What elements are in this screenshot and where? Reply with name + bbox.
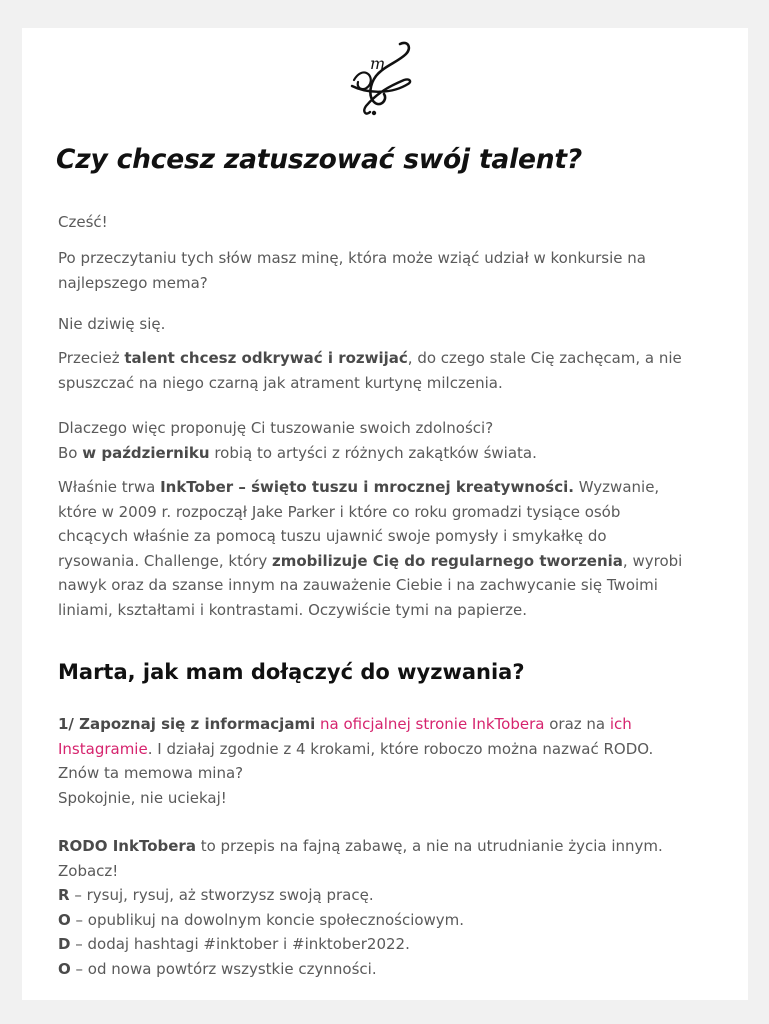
paragraph-talent bbox=[58, 346, 722, 395]
inktober-website-link[interactable]: na oficjalnej stronie InkTobera bbox=[320, 715, 545, 733]
newsletter-card bbox=[22, 28, 748, 1000]
paragraph-no-surprise: Nie dziwię się. bbox=[58, 315, 166, 333]
text: . I działaj zgodnie z 4 krokami, które roboczo można nazwać RODO. bbox=[147, 739, 654, 758]
rodo-item bbox=[58, 883, 722, 908]
rodo-letter: D bbox=[58, 935, 71, 953]
inktober-instagram-link-a[interactable]: ich bbox=[609, 715, 632, 733]
paragraph-line: Spokojnie, nie uciekaj! bbox=[58, 788, 227, 807]
bold-text: InkTober – święto tuszu i mrocznej kreatywności. bbox=[160, 478, 574, 496]
rodo-item bbox=[58, 932, 722, 957]
signature-m-logo-icon bbox=[348, 36, 414, 118]
text: Właśnie trwa bbox=[58, 478, 161, 496]
text: oraz na bbox=[544, 715, 610, 733]
paragraph-line: Dlaczego więc proponuję Ci tuszowanie swoich zdolności? bbox=[58, 419, 494, 437]
text: Bo bbox=[58, 443, 83, 462]
text: – dodaj hashtagi #inktober i #inktober2022. bbox=[70, 935, 410, 953]
text: rysowania. Challenge, który bbox=[58, 551, 272, 570]
paragraph-line: które w 2009 r. rozpoczął Jake Parker i które co roku gromadzi tysiące osób bbox=[58, 502, 621, 521]
svg-text:m: m bbox=[370, 54, 386, 73]
bold-text: talent chcesz odkrywać i rozwijać bbox=[124, 349, 408, 367]
greeting: Cześć! bbox=[58, 213, 108, 231]
bold-text: zmobilizuje Cię do regularnego tworzenia bbox=[271, 551, 623, 570]
rodo-item bbox=[58, 908, 722, 933]
paragraph-inktober bbox=[58, 475, 722, 622]
paragraph-line: najlepszego mema? bbox=[58, 273, 208, 292]
text: – rysuj, rysuj, aż stworzysz swoją pracę. bbox=[69, 886, 374, 904]
rodo-list bbox=[58, 834, 722, 981]
inktober-instagram-link-b[interactable]: Instagramie bbox=[58, 739, 148, 758]
step-one bbox=[58, 712, 722, 810]
text: Wyzwanie, bbox=[573, 478, 660, 496]
text: Przecież bbox=[58, 349, 125, 367]
bold-text: RODO InkTobera bbox=[58, 837, 196, 855]
rodo-letter: R bbox=[58, 886, 70, 904]
rodo-letter: O bbox=[58, 910, 71, 929]
paragraph-line: Po przeczytaniu tych słów masz minę, która może wziąć udział w konkursie na bbox=[58, 249, 646, 267]
section-heading: Marta, jak mam dołączyć do wyzwania? bbox=[58, 660, 525, 684]
paragraph-line: Znów ta memowa mina? bbox=[58, 764, 244, 782]
page-title: Czy chcesz zatuszować swój talent? bbox=[56, 144, 583, 175]
bold-text: w październiku bbox=[82, 443, 210, 462]
text: robią to artyści z różnych zakątków świata. bbox=[209, 443, 537, 462]
paragraph-mem-face bbox=[58, 246, 722, 295]
paragraph-line: liniami, kształtami i kontrastami. Oczywiście tymi na papierze. bbox=[58, 600, 527, 619]
rodo-item bbox=[58, 957, 722, 982]
bold-text: 1/ Zapoznaj się z informacjami bbox=[58, 715, 316, 733]
text: to przepis na fajną zabawę, a nie na utrudnianie życia innym. bbox=[195, 837, 663, 855]
paragraph-line: Zobacz! bbox=[58, 861, 119, 880]
text: – opublikuj na dowolnym koncie społecznościowym. bbox=[70, 910, 465, 929]
paragraph-why-ink bbox=[58, 416, 722, 465]
paragraph-line: spuszczać na niego czarną jak atrament kurtynę milczenia. bbox=[58, 373, 503, 392]
text: , wyrobi bbox=[622, 551, 683, 570]
paragraph-line: nawyk oraz da szanse innym na zauważenie Ciebie i na zachwycanie się Twoimi bbox=[58, 576, 658, 594]
text: – od nowa powtórz wszystkie czynności. bbox=[70, 959, 377, 978]
rodo-letter: O bbox=[58, 959, 71, 978]
paragraph-line: chcących właśnie za pomocą tuszu ujawnić swoje pomysły i smykałkę do bbox=[58, 527, 607, 545]
text: , do czego stale Cię zachęcam, a nie bbox=[407, 349, 682, 367]
